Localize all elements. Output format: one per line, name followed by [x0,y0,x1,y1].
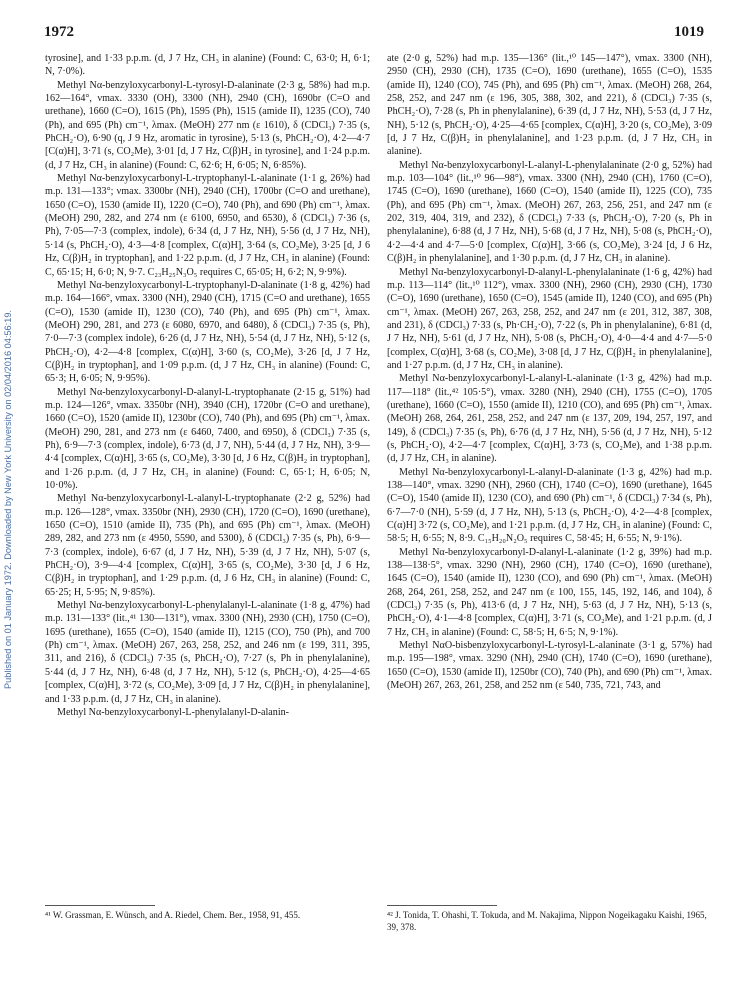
download-provenance-note[interactable]: Published on 01 January 1972. Downloaded by New York University on 02/04/2016 04:56:19. [3,310,13,690]
paragraph: Methyl Nα-benzyloxycarbonyl-L-tryptophanyl-D-alaninate (1·8 g, 42%) had m.p. 164—166°, νmax. 3300 (NH), 2940 (CH), 1715 (C=O and urethane), 1655 (C=O), 1530 (amide II), 1230 (CO), 740 (Ph), and 695 (Ph) cm⁻¹, λmax. (MeOH) 290, 281, and 273 (ε 6080, 6970, and 6480), δ (CDCl₃) 7·35 (s, Ph), 7·0—7·3 (complex indole), 6·26 (d, J 7 Hz, NH), 5·54 (d, J 7 Hz, NH), 5·12 (s, PhCH₂·O), 4·2—4·8 [complex, C(α)H], 3·60 (s, CO₂Me), 3·26 [d, J 7 Hz, C(β)H₂ in tryptophan], and 1·09 p.p.m. (d, J 7 Hz, CH₃ in alanine) (Found: C, 65·3; H, 6·05; N, 9·95%). [45,279,370,385]
paragraph: Methyl Nα-benzyloxycarbonyl-D-alanyl-L-tryptophanate (2·15 g, 51%) had m.p. 124—126°, νmax. 3350br (NH), 3940 (CH), 1720br (C=O and urethane), 1660 (C=O), 1520 (amide II), 1230br (CO), 740 (Ph), and 695 (Ph) cm⁻¹, λmax. (MeOH) 290, 281, and 273 nm (ε 6460, 7400, and 6950), δ (CDCl₃) 7·35 (s, Ph), 6·9—7·3 (complex, indole), 6·73 (d, J 7, NH), 5·44 (d, J 7 Hz, NH), 3·9—4·4 [complex, C(α)H], 3·65 (s, CO₂Me), 3·30 [d, J 6 Hz, C(β)H₂ in tryptophan], and 1·26 p.p.m. (d, J 7 Hz, CH₃ in alanine) (Found: C, 65·1; H, 6·05; N, 10·0%). [45,386,370,491]
page-number-right: 1019 [674,24,704,40]
paragraph: Methyl Nα-benzyloxycarbonyl-L-alanyl-L-tryptophanate (2·2 g, 52%) had m.p. 126—128°, νmax. 3350br (NH), 2930 (CH), 1720 (C=O), 1690 (urethane), 1650 (C=O), 1510 (amide II), 735 (Ph), and 695 (Ph) cm⁻¹, λmax. (MeOH) 289, 282, and 273 nm (ε 4950, 5590, and 5300), δ (CDCl₃) 7·35 (s, Ph), 6·9—7·3 (complex, indole), 6·67 (d, J 7 Hz, NH), 5·39 (d, J 7 Hz, NH), 5·07 (s, PhCH₂·O), 3·9—4·4 [complex, C(α)H], 3·65 (s, CO₂Me), 3·30 [d, J 6 Hz, C(β)H₂ in tryptophan], and 1·29 p.p.m. (d, J 6 Hz, CH₃ in alanine) (Found: C, 65·25; H, 5·95; N, 9·85%). [45,493,370,598]
left-text-column [45,52,370,719]
paragraph: Methyl Nα-benzyloxycarbonyl-L-tyrosyl-D-alaninate (2·3 g, 58%) had m.p. 162—164°, νmax. 3330 (OH), 3300 (NH), 2940 (CH), 1690br (C=O and urethane), 1660 (C=O), 1615 (Ph), 1595 (Ph), 1515 (amide II), 1235 (CO), 740 (Ph), and 695 (Ph) cm⁻¹, λmax. (MeOH) 277 nm (ε 1610), δ (CDCl₃) 7·35 (s, PhCH₂·O), 6·90 (q, J 9 Hz, aromatic in tyrosine), 5·13 (s, PhCH₂·O), 4·2—4·7 [C(α)H], 3·71 (s, CO₂Me), 3·01 [d, J 7 Hz, C(β)H₂ in tyrosine], and 1·24 p.p.m. (d, J 7 Hz, CH₃ in alanine) (Found: C, 62·6; H, 6·05; N, 6·85%). [45,79,370,171]
paragraph: Methyl Nα-benzyloxycarbonyl-D-alanyl-L-phenylalaninate (1·6 g, 42%) had m.p. 113—114° (lit.,¹⁰ 112°), νmax. 3300 (NH), 2960 (CH), 2930 (CH), 1730 (C=O), 1690 (urethane), 1650 (C=O), 1545 (amide II), 1240 (CO), and 695 (Ph) cm⁻¹, λmax. (MeOH) 267, 263, 258, 252, and 247 nm (ε 201, 312, 387, 308, and 231), δ (CDCl₃) 7·33 (s, Ph·CH₂·O), 7·22 (s, Ph in phenylalanine), 6·81 (d, J 7 Hz, NH), 5·61 (d, J 7 Hz, NH), 5·08 (s, PhCH₂·O), 4·0—4·4 and 4·7—5·0 [complex, C(α)H], 3·68 (s, CO₂Me), 3·08 [d, J 7 Hz, C(β)H₂ in phenylalanine], and 1·27 p.p.m. (d, J 7 Hz, CH₃ in alanine). [387,266,712,371]
right-text-column [387,52,712,693]
footnote-right: ⁴² J. Tonida, T. Ohashi, T. Tokuda, and M. Nakajima, Nippon Nogeikagaku Kaishi, 1965, 39, 378. [387,910,707,932]
paragraph: Methyl Nα-benzyloxycarbonyl-L-alanyl-D-alaninate (1·3 g, 42%) had m.p. 138—140°, νmax. 3290 (NH), 2960 (CH), 1740 (C=O), 1690 (urethane), 1645 (C=O), 1540 (amide II), 1230 (CO), and 690 (Ph) cm⁻¹, δ (CDCl₃) 7·34 (s, Ph), 6·7—7·0 (NH), 5·59 (d, J 7 Hz, NH), 5·13 (s, PhCH₂·O), 4·2—4·8 [complex, C(α)H] 3·72 (s, CO₂Me), and 1·21 p.p.m. (d, J 7 Hz, CH₃ in alanine) (Found: C, 58·5; H, 6·55; N, 8·9. C₁₅H₂₀N₂O₅ requires C, 58·45; H, 6·55; N, 9·1%). [387,466,712,545]
paragraph: tyrosine], and 1·33 p.p.m. (d, J 7 Hz, CH₃ in alanine) (Found: C, 63·0; H, 6·1; N, 7·0%). [45,53,370,78]
paragraph: Methyl Nα-benzyloxycarbonyl-L-alanyl-L-alaninate (1·3 g, 42%) had m.p. 117—118° (lit.,⁴² 105·5°), νmax. 3280 (NH), 2940 (CH), 1755 (C=O), 1705 (urethane), 1660 (C=O), 1550 (amide II), 1210 (CO), and 695 (Ph) cm⁻¹, λmax. (MeOH) 268, 264, 261, 258, 252, and 247 nm (ε 137, 209, 194, 257, 197, and 149), δ (CDCl₃) 7·35 (s, Ph), 6·76 (d, J 7 Hz, NH), 5·56 (d, J 7 Hz, NH), 5·12 (s, PhCH₂·O), 4·2—4·7 [complex, C(α)H], 3·73 (s, CO₂Me), and 1·38 p.p.m. (d, J 7 Hz, CH₃ in alanine). [387,373,712,465]
page-header [44,24,704,44]
footnote-left: ⁴¹ W. Grassman, E. Wünsch, and A. Riedel, Chem. Ber., 1958, 91, 455. [45,910,301,920]
paragraph: Methyl Nα-benzyloxycarbonyl-L-phenylalanyl-L-alaninate (1·8 g, 47%) had m.p. 131—133° (lit.,⁴¹ 130—131°), νmax. 3300 (NH), 2930 (CH), 1750 (C=O), 1695 (urethane), 1655 (C=O), 1540 (amide II), 1215 (CO), 750 (Ph), and 700 (Ph) cm⁻¹, λmax. (MeOH) 267, 263, 258, 252, and 246 nm (ε 199, 311, 395, 311, and 216), δ (CDCl₃) 7·35 (s, PhCH₂·O), 7·27 (s, Ph in phenylalanine), 5·44 (d, J 7 Hz, NH), 6·48 (d, J 7 Hz, NH), 5·12 (s, PhCH₂·O), 4·25—4·65 [complex, C(α)H], 3·72 (s, CO₂Me), 3·09 [d, J 7 Hz, C(β)H₂ in phenylalanine], and 1·33 p.p.m. (d, J 7 Hz, CH₃ in alanine). [45,600,370,705]
footnote-rule-left [45,905,155,906]
paragraph: Methyl Nα-benzyloxycarbonyl-L-tryptophanyl-L-alaninate (1·1 g, 26%) had m.p. 131—133°; νmax. 3300br (NH), 2940 (CH), 1700br (C=O and urethane), 1650 (C=O), 1530 (amide II), 1220 (C=O), 740 (Ph), and 690 (Ph) cm⁻¹, λmax. (MeOH) 290, 282, and 274 nm (ε 6100, 6950, and 6530), δ (CDCl₃) 7·36 (s, Ph), 7·05—7·3 (complex, indole), 6·34 (d, J 7 Hz, NH), 5·56 (d, J 7 Hz, NH), 5·14 (s, PhCH₂·O), 4·3—4·8 [complex, C(α)H], 3·64 (s, CO₂Me), 3·25 [d, J 6 Hz, C(β)H₂ in tryptophan], and 1·22 p.p.m. (d, J 7 Hz, CH₃ in alanine) (Found: C, 65·15; H, 6·0; N, 9·7. C₂₃H₂₅N₃O₅ requires C, 65·05; H, 6·2; N, 9·9%). [45,173,370,278]
paragraph: Methyl Nα-benzyloxycarbonyl-L-alanyl-L-phenylalaninate (2·0 g, 52%) had m.p. 103—104° (lit.,¹⁰ 96—98°), νmax. 3300 (NH), 2940 (CH), 1760 (C=O), 1745 (C=O), 1690 (urethane), 1660 (C=O), 1540 (amide II), 1225 (CO), 735 (Ph), and 695 (Ph) cm⁻¹, λmax. (MeOH) 267, 263, 256, 251, and 247 nm (ε 202, 319, 404, 319, and 232), δ (CDCl₃) 7·33 (s, PhCH₂·O), 7·20 (s, Ph in phenylalanine), 6·88 (d, J 7 Hz, NH), 5·68 (d, J 7 Hz, NH), 5·08 (s, PhCH₂·O), 4·2—4·4 and 4·7—5·0 [complex, C(α)H], 3·66 (s, CO₂Me), 3·24 [d, J 6 Hz, C(β)H₂ in phenylalanine], and 1·30 p.p.m. (d, J 7 Hz, CH₃ in alanine). [387,159,712,265]
paragraph: Methyl Nα-benzyloxycarbonyl-D-alanyl-L-alaninate (1·2 g, 39%) had m.p. 138—138·5°, νmax. 3290 (NH), 2960 (CH), 1740 (C=O), 1690 (urethane), 1645 (C=O), 1540 (amide II), 1230 (CO), and 690 (Ph) cm⁻¹, λmax. (MeOH) 268, 264, 261, 258, 252, and 247 nm (ε 100, 155, 145, 192, 146, and 104), δ (CDCl₃) 7·35 (s, Ph), 413·6 (d, J 7 Hz, NH), 5·63 (d, J 7 Hz, NH), 5·13 (s, PhCH₂·O), 4·1—4·8 [complex, C(α)H], 3·71 (s, CO₂Me), and 1·21 p.p.m. (d, J 7 Hz, CH₃ in alanine) (Found: C, 58·5; H, 6·5; N, 9·1%). [387,546,712,638]
paragraph: Methyl Nα-benzyloxycarbonyl-L-phenylalanyl-D-alanin- [57,706,290,718]
paragraph: Methyl NαO-bisbenzyloxycarbonyl-L-tyrosyl-L-alaninate (3·1 g, 57%) had m.p. 195—198°, νmax. 3290 (NH), 2940 (CH), 1740 (C=O), 1690 (urethane), 1650 (C=O), 1530 (amide II), 1250br (CO), 740 (Ph), and 690 (Ph) cm⁻¹, λmax. (MeOH) 267, 263, 261, 258, and 252 nm (ε 540, 735, 721, 743, and [387,640,712,692]
footnote-rule-right [387,905,497,906]
page-number-left: 1972 [44,24,74,40]
paragraph: ate (2·0 g, 52%) had m.p. 135—136° (lit.,¹⁰ 145—147°), νmax. 3300 (NH), 2950 (CH), 2930 (CH), 1735 (C=O), 1690 (urethane), 1655 (C=O), 1535 (amide II), 1240 (CO), 745 (Ph), and 695 (Ph) cm⁻¹, λmax. (MeOH) 268, 264, 258, 252, and 247 nm (ε 196, 305, 388, 302, and 221), δ (CDCl₃) 7·35 (s, PhCH₂·O), 7·28 (s, Ph in phenylalanine), 6·39 (d, J 7 Hz, NH), 5·53 (d, J 7 Hz, NH), 5·12 (s, PhCH₂·O), 4·25—4·65 [complex, C(α)H], 3·20 (s, CO₂Me), 3·09 [d, J 7 Hz, C(β)H₂ in phenylalanine], and 1·23 p.p.m. (d, J 7 Hz, CH₃ in alanine). [387,53,712,158]
